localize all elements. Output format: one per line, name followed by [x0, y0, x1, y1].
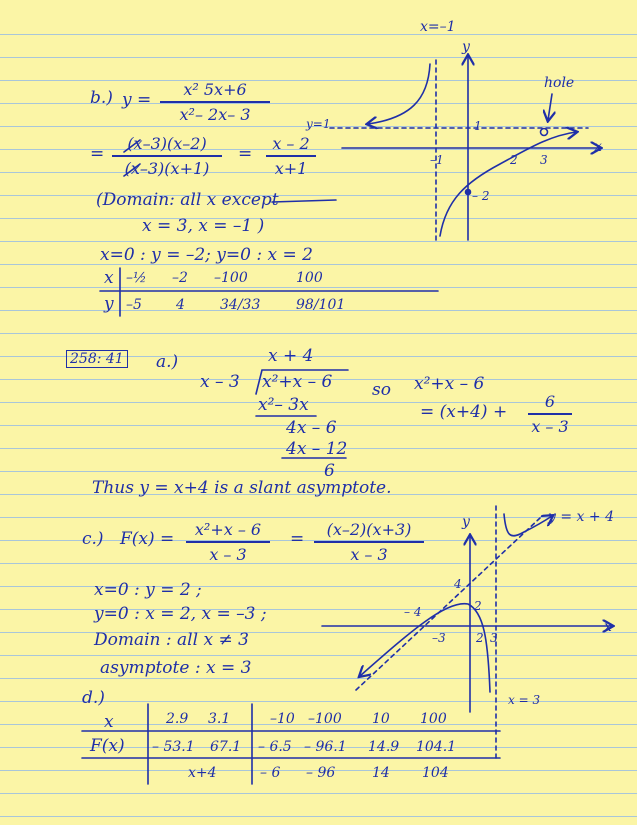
domain-scribble: [272, 200, 336, 202]
part-b-numerator: x² 5x+6: [183, 80, 247, 99]
part-b-domain-line1: (Domain: all x except: [96, 190, 279, 210]
part-a-label: a.): [156, 352, 179, 372]
graph-c-tick-neg3: –3: [432, 631, 446, 645]
part-d-slant-head: x+4: [188, 765, 217, 781]
part-b-simplified-den: x+1: [274, 158, 308, 178]
graph-b-hole: [541, 129, 548, 136]
division-remainder-2: 6: [324, 461, 335, 481]
graph-c-upper-branch: [504, 514, 552, 536]
part-b-table-y-label: y: [104, 294, 114, 314]
part-c-line4: asymptote : x = 3: [100, 658, 252, 678]
graph-b-tick-3: 3: [540, 153, 548, 167]
graph-c-tick-2: 2: [474, 599, 482, 613]
cancel-strike: [124, 164, 140, 176]
part-a-frac-den: x – 3: [531, 416, 569, 436]
part-c-line1: x=0 : y = 2 ;: [94, 580, 202, 600]
division-bracket: [256, 370, 348, 394]
part-b-factored-den: (x–3)(x+1): [124, 158, 210, 178]
part-d-x-cell: 2.9: [166, 711, 189, 727]
part-b-simplified-num: x – 2: [272, 134, 310, 153]
problem-reference: 258: 41: [66, 350, 128, 368]
cancel-strike: [124, 140, 140, 152]
part-b-eq2: =: [238, 144, 253, 164]
part-d-x-cell: –10: [270, 711, 295, 727]
part-d-f-cell: – 96.1: [304, 739, 347, 755]
part-b-table-y-cell: 34/33: [220, 297, 261, 313]
graph-b-x-axis-label: x: [594, 139, 602, 155]
part-b-table-x-cell: –½: [126, 270, 147, 286]
graph-c-slant-label: y = x + 4: [548, 509, 614, 525]
graph-b-tick-2: 2: [510, 153, 518, 167]
graph-c-x-axis-label: x: [604, 619, 612, 635]
part-d-x-cell: –100: [308, 711, 342, 727]
part-d-label: d.): [82, 688, 105, 708]
part-d-f-cell: 104.1: [416, 739, 457, 755]
part-d-f-cell: 14.9: [368, 739, 400, 755]
part-b-table-x-cell: –2: [172, 270, 188, 286]
part-b-table-x-label: x: [104, 268, 114, 288]
part-b-table-y-cell: 4: [176, 297, 185, 313]
division-divisor: x – 3: [200, 372, 240, 392]
graph-b-hole-label: hole: [544, 75, 575, 91]
graph-b-tick-neg1: –1: [430, 153, 444, 167]
part-d-f-cell: 67.1: [210, 739, 242, 755]
graph-b-y-intercept-point: [466, 190, 471, 195]
part-d-slant-cell: – 96: [306, 765, 336, 781]
part-b-table-x-cell: 100: [296, 270, 323, 286]
division-dividend: x²+x – 6: [262, 372, 333, 392]
part-c-fx: F(x) =: [120, 529, 175, 549]
part-d-slant-cell: 104: [422, 765, 449, 781]
graph-b-y-axis-label: y: [462, 39, 470, 55]
part-d-f-cell: – 6.5: [258, 739, 292, 755]
part-c-num: x²+x – 6: [194, 520, 262, 539]
part-c-label: c.): [82, 529, 104, 549]
graph-c-tick-2b: 2: [476, 631, 484, 645]
part-b-factored-num: (x–3)(x–2): [127, 134, 207, 153]
graph-c-slant-asymptote: [356, 518, 540, 690]
graph-b-hole-pointer: [548, 94, 552, 120]
graph-b-tick-1: 1: [474, 119, 482, 133]
part-d-x-cell: 100: [420, 711, 447, 727]
part-a-result-right: = (x+4) +: [420, 402, 508, 422]
graph-c-tick-neg4: – 4: [404, 605, 422, 619]
part-c-den: x – 3: [209, 544, 247, 564]
part-d-x-cell: 10: [372, 711, 390, 727]
part-b-table-y-cell: –5: [126, 297, 142, 313]
part-d-fx-label: F(x): [90, 736, 125, 756]
part-a-frac-num: 6: [544, 392, 556, 411]
part-d-x-cell: 3.1: [208, 711, 231, 727]
part-c-factored-num: (x–2)(x+3): [326, 520, 412, 539]
division-quotient: x + 4: [268, 346, 314, 366]
part-b-eq1: =: [90, 144, 105, 164]
graph-b-left-branch: [368, 64, 430, 124]
part-d-x-label: x: [104, 712, 114, 732]
division-subtract-2: 4x – 12: [286, 439, 348, 459]
part-a-conclusion: Thus y = x+4 is a slant asymptote.: [92, 478, 392, 498]
graph-b-tick-neg2: – 2: [472, 189, 490, 203]
graph-b-ha-label: y=1: [306, 117, 331, 131]
part-a-so: so: [372, 380, 391, 400]
part-c-factored-den: x – 3: [350, 544, 388, 564]
part-a-result-left: x²+x – 6: [414, 374, 485, 394]
part-c-eq: =: [290, 529, 305, 549]
part-b-domain-line2: x = 3, x = –1 ): [142, 216, 265, 236]
part-b-label: b.): [90, 88, 113, 108]
part-b-table-x-cell: –100: [214, 270, 248, 286]
part-d-slant-cell: 14: [372, 765, 390, 781]
graph-b-va-label: x=–1: [420, 19, 456, 35]
division-remainder-1: 4x – 6: [286, 418, 337, 438]
graph-c-va-label: x = 3: [508, 693, 541, 707]
graph-c-tick-4: 4: [454, 577, 462, 591]
graph-c-y-axis-label: y: [462, 514, 470, 530]
part-d-f-cell: – 53.1: [152, 739, 195, 755]
division-subtract-1: x²– 3x: [258, 395, 309, 415]
part-b-denominator: x²– 2x– 3: [179, 104, 251, 124]
part-b-intercepts: x=0 : y = –2; y=0 : x = 2: [100, 245, 313, 265]
part-c-line3: Domain : all x ≠ 3: [94, 630, 249, 650]
part-b-table-y-cell: 98/101: [296, 297, 346, 313]
part-b-y-equals: y =: [122, 90, 152, 110]
part-c-line2: y=0 : x = 2, x = –3 ;: [94, 604, 267, 624]
graph-c-tick-3: 3: [490, 631, 498, 645]
part-d-slant-cell: – 6: [260, 765, 281, 781]
